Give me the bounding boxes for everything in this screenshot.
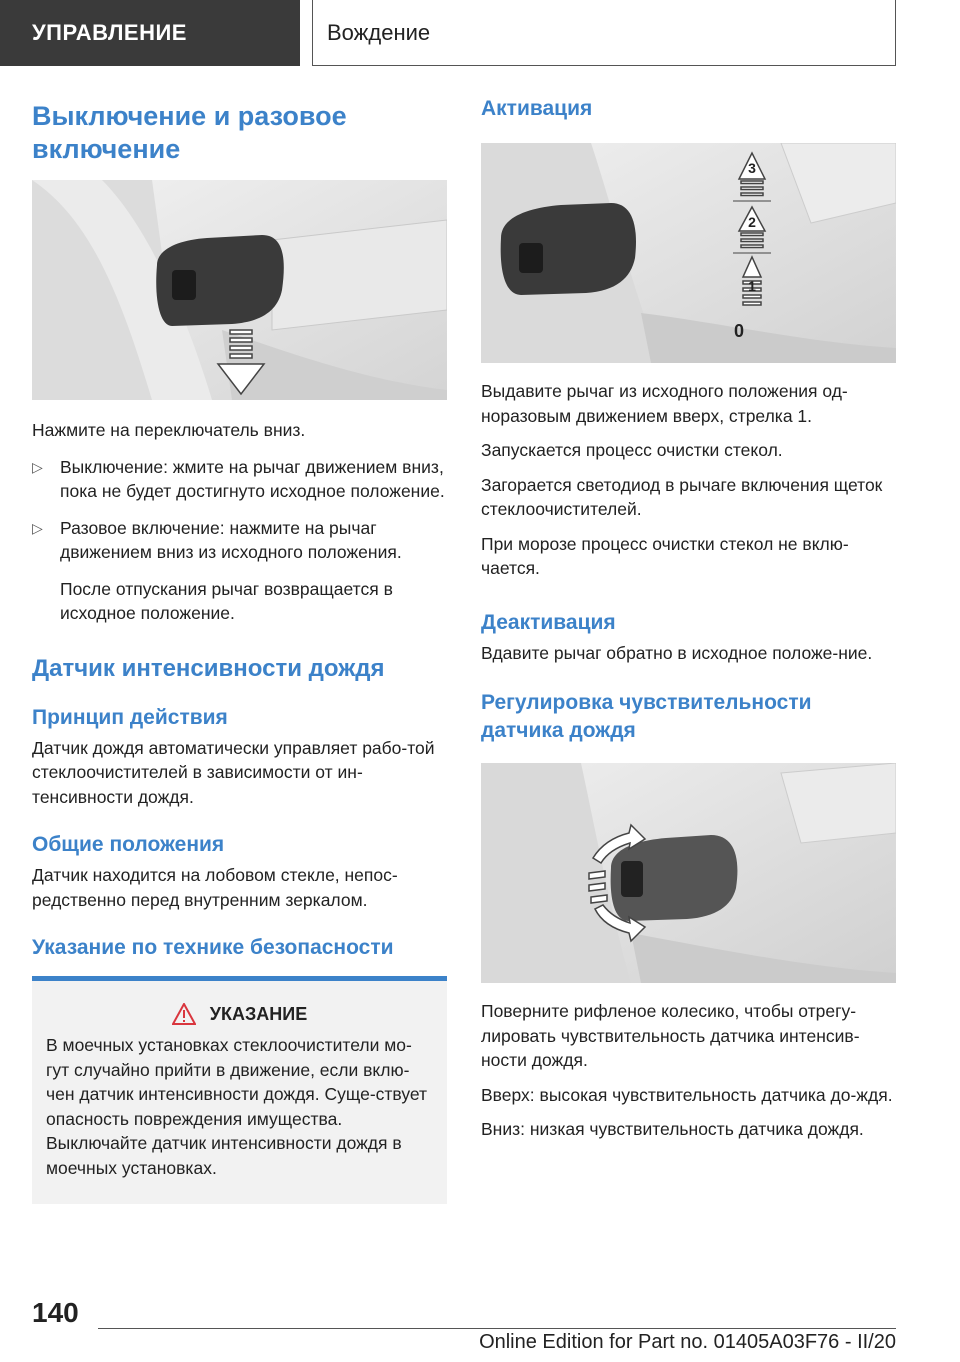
position-label-1: 1	[748, 278, 756, 294]
instruction-press-down: Нажмите на переключатель вниз.	[32, 420, 306, 440]
section-header: УПРАВЛЕНИЕ	[0, 0, 300, 66]
principle-text: Датчик дождя автоматически управляет рабо-той стеклоочистителей в зависимости от ин-тенсивности дождя.	[32, 737, 435, 807]
bullet-text: Выключение: жмите на рычаг движением вниз, пока не будет достигнуто исходное положение.	[60, 456, 445, 501]
bullet-off	[32, 455, 447, 504]
warning-text: В моечных установках стеклоочистители мо-гут случайно прийти в движение, если вклю-чен датчик интенсивности дождя. Суще-ствует опасность повреждения имущества. Выключайте датчик интенсивности дождя в моечных установках.	[46, 1035, 428, 1178]
heading-deactivation: Деактивация	[481, 610, 616, 634]
warning-box	[32, 981, 447, 1204]
figure-lever-positions	[481, 143, 896, 363]
heading-activation: Активация	[481, 97, 593, 120]
general-text: Датчик находится на лобовом стекле, непос-редственно перед внутренним зеркалом.	[32, 865, 398, 910]
page-number: 140	[32, 1297, 79, 1328]
warning-heading	[46, 1003, 433, 1025]
position-label-3: 3	[748, 160, 756, 176]
footer-edition: Online Edition for Part no. 01405A03F76 - II/20	[479, 1331, 896, 1353]
figure-knurled-wheel	[481, 763, 896, 983]
figure-lever-down	[32, 180, 447, 400]
heading-principle: Принцип действия	[32, 705, 228, 729]
position-label-2: 2	[748, 214, 756, 230]
bullet-once	[32, 516, 447, 626]
footer-divider	[98, 1328, 896, 1329]
warning-triangle-icon	[172, 1003, 196, 1025]
position-label-0: 0	[733, 321, 745, 341]
activation-text-2: Запускается процесс очистки стекол.	[481, 440, 783, 460]
sensitivity-text-1: Поверните рифленое колесико, чтобы отрегу-лировать чувствительность датчика интенсив-ности дождя.	[481, 1001, 860, 1070]
deactivation-text: Вдавите рычаг обратно в исходное положе-ние.	[481, 642, 873, 663]
right-column	[481, 95, 896, 1142]
bullet-text: Разовое включение: нажмите на рычаг движением вниз из исходного положения.	[60, 517, 402, 562]
heading-rain-sensor: Датчик интенсивности дождя	[32, 654, 385, 682]
sensitivity-text-2: Вверх: высокая чувствительность датчика до-ждя.	[481, 1084, 893, 1105]
warning-title: УКАЗАНИЕ	[209, 1003, 308, 1024]
activation-text-4: При морозе процесс очистки стекол не вклю-чается.	[481, 533, 849, 578]
activation-text-1: Выдавите рычаг из исходного положения од-норазовым движением вверх, стрелка 1.	[481, 381, 848, 426]
heading-switch-off: Выключение и разовое включение	[32, 101, 347, 164]
activation-text-3: Загорается светодиод в рычаге включения щеток стеклоочистителей.	[481, 474, 883, 519]
heading-sensitivity: Регулировка чувствительности датчика дождя	[481, 691, 812, 742]
triangle-bullet-icon: ▷	[32, 519, 43, 536]
sensitivity-text-3: Вниз: низкая чувствительность датчика дождя.	[481, 1119, 864, 1139]
left-column	[32, 100, 447, 1204]
triangle-bullet-icon: ▷	[32, 458, 43, 475]
heading-general: Общие положения	[32, 833, 225, 856]
bullet-text-extra: После отпускания рычаг возвращается в исходное положение.	[60, 578, 393, 623]
chapter-header: Вождение	[312, 0, 896, 66]
heading-safety: Указание по технике безопасности	[32, 936, 394, 959]
